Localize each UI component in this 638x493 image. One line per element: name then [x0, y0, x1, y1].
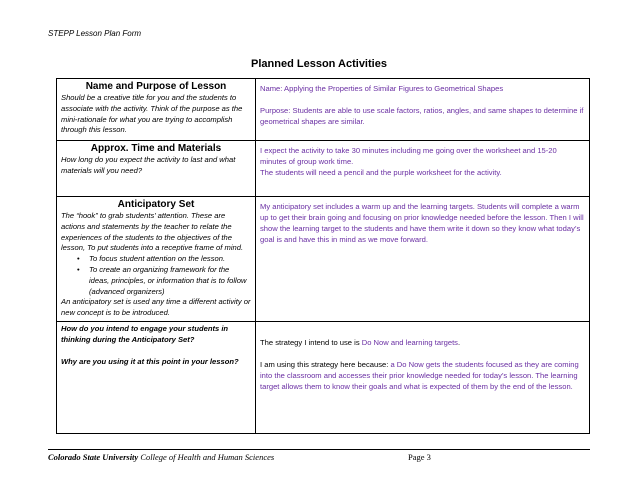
anticipatory-bullet-list	[61, 254, 251, 297]
prompt-cell-anticipatory	[57, 197, 256, 322]
section-heading-name: Name and Purpose of Lesson	[85, 81, 227, 92]
table-row-engagement	[57, 321, 590, 433]
table-row-time-materials	[57, 141, 590, 197]
response-strategy-suffix: .	[457, 337, 461, 347]
response-cell-time	[256, 141, 590, 197]
table-row-name-purpose	[57, 79, 590, 141]
engage-question-how: How do you intend to engage your students in thinking during the Anticipatory Set?	[61, 323, 229, 344]
section-heading-time: Approx. Time and Materials	[90, 143, 222, 154]
response-anticipatory: My anticipatory set includes a warm up and the learning targets. Students will complete a warm up to get their brain going and focusing on prior knowledge needed before the lesson. Then I will show the learning target to the students and have them write it down so they know what today’s goal is and have this in mind as we move forward.	[260, 202, 584, 244]
list-item: • To create an organizing framework for the ideas, principles, or information that is to follow (advanced organizers)	[89, 265, 251, 297]
prompt-closing-anticipatory: An anticipatory set is used any time a different activity or new concept is to be introduced.	[61, 297, 251, 318]
form-header: STEPP Lesson Plan Form	[48, 29, 142, 38]
response-strategy	[260, 337, 585, 348]
prompt-text-name: Should be a creative title for you and the students to associate with the activity. Think of the purpose as the mini-rationale for what you are trying to accomplish through this lesson.	[61, 93, 243, 135]
section-heading-anticipatory: Anticipatory Set	[117, 199, 195, 210]
response-cell-anticipatory	[256, 197, 590, 322]
response-lesson-name: Name: Applying the Properties of Similar Figures to Geometrical Shapes	[260, 84, 504, 93]
response-lesson-purpose: Purpose: Students are able to use scale factors, ratios, angles, and same shapes to determine if geometrical shapes are similar.	[260, 106, 584, 126]
footer-university: Colorado State University	[48, 452, 139, 462]
prompt-cell-name	[57, 79, 256, 141]
prompt-cell-engage	[57, 321, 256, 433]
prompt-text-anticipatory: The “hook” to grab students’ attention. These are actions and statements by the teacher to relate the experiences of the students to the objectives of the lesson, To put students into a receptive frame of mind.	[61, 211, 244, 253]
response-time: I expect the activity to take 30 minutes including me going over the worksheet and 15-20 minutes of group work time.	[260, 146, 557, 166]
table-row-anticipatory-set	[57, 197, 590, 322]
response-strategy-highlight: Do Now and learning targets	[361, 337, 458, 347]
page-footer	[48, 452, 590, 462]
prompt-cell-time	[57, 141, 256, 197]
response-strategy-prefix: The strategy I intend to use is	[260, 337, 362, 347]
engage-question-why: Why are you using it at this point in your lesson?	[61, 356, 239, 366]
footer-page-number: Page 3	[408, 452, 431, 462]
prompt-text-time: How long do you expect the activity to last and what materials will you need?	[61, 155, 236, 175]
response-reason-body: a Do Now gets the students focused as they are coming into the classroom and accesses their prior knowledge needed for today’s lesson. The learning target allows them to know their goals and what is expected of them by the end of the lesson.	[260, 359, 579, 391]
document-title: Planned Lesson Activities	[251, 58, 387, 70]
list-item: • To focus student attention on the lesson.	[89, 254, 251, 265]
response-cell-name	[256, 79, 590, 141]
footer-divider	[48, 449, 590, 450]
response-materials: The students will need a pencil and the purple worksheet for the activity.	[260, 168, 502, 177]
response-reason	[260, 359, 585, 392]
response-reason-prefix: I am using this strategy here because:	[260, 359, 391, 369]
footer-college: College of Health and Human Sciences	[140, 452, 275, 462]
lesson-plan-table	[56, 78, 590, 434]
response-cell-engage	[256, 321, 590, 433]
